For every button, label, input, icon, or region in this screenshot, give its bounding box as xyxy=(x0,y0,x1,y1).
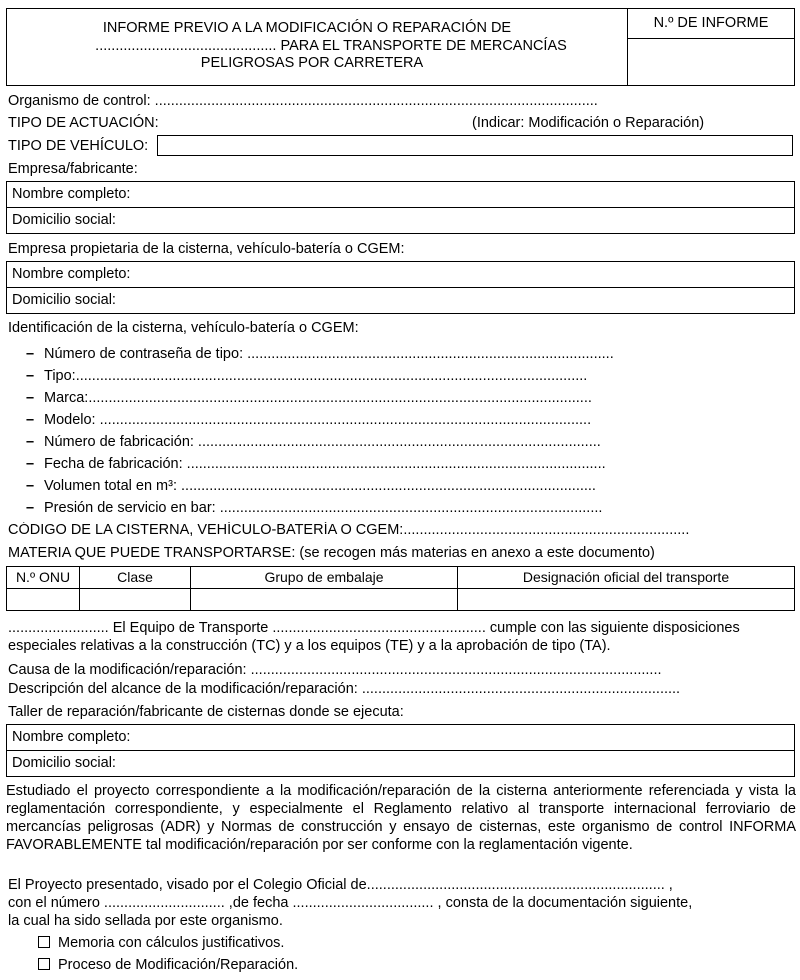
ident-item: – Fecha de fabricación: ........................................................................................................ xyxy=(26,456,606,472)
ident-item: – Número de fabricación: .................................................................................................... xyxy=(26,434,601,450)
organismo-field: Organismo de control: .............................................................................................................. xyxy=(8,93,598,109)
cell-grupo[interactable] xyxy=(191,589,458,611)
header-title-line1: INFORME PREVIO A LA MODIFICACIÓN O REPARACIÓN DE xyxy=(102,20,512,36)
header-title xyxy=(8,20,624,73)
proyecto-line3: la cual ha sido sellada por este organismo. xyxy=(8,913,283,929)
propietaria-domicilio-field[interactable]: Domicilio social: xyxy=(12,292,116,308)
tipo-actuacion-label: TIPO DE ACTUACIÓN: xyxy=(8,115,159,131)
col-onu: N.º ONU xyxy=(7,567,80,589)
equipo-line1: ......................... El Equipo de Transporte ..................................................... cumple con las siguiente disposiciones xyxy=(8,620,740,636)
ident-item: – Número de contraseña de tipo: ........................................................................................... xyxy=(26,346,614,362)
cell-clase[interactable] xyxy=(80,589,191,611)
checkbox-icon[interactable] xyxy=(38,958,50,970)
ident-item: – Volumen total en m³: ....................................................................................................... xyxy=(26,478,596,494)
col-designacion: Designación oficial del transporte xyxy=(458,567,795,589)
taller-nombre-field[interactable]: Nombre completo: xyxy=(12,729,131,745)
col-grupo: Grupo de embalaje xyxy=(191,567,458,589)
estudiado-paragraph: Estudiado el proyecto correspondiente a la modificación/reparación de la cisterna anteriormente referenciada y vista la reglamentación correspondiente, y especialmente el Reglamento relativo al transporte internacional ferroviario de mercancías peligrosas (ADR) y Normas de construcción y ensayo de cisternas, este organismo de control INFORMA FAVORABLEMENTE tal modificación/reparación por ser conforme con la reglamentación vigente. xyxy=(6,783,796,853)
cell-onu[interactable] xyxy=(7,589,80,611)
checkbox-icon[interactable] xyxy=(38,936,50,948)
proyecto-line1: El Proyecto presentado, visado por el Colegio Oficial de.......................................................................... , xyxy=(8,877,673,893)
report-no-label: N.º DE INFORME xyxy=(653,15,769,31)
checklist-item[interactable]: Proceso de Modificación/Reparación. xyxy=(38,957,298,975)
identificacion-label: Identificación de la cisterna, vehículo-batería o CGEM: xyxy=(8,320,359,336)
header-title-line2: ............................................. PARA EL TRANSPORTE DE MERCANCÍAS xyxy=(95,37,567,54)
propietaria-label: Empresa propietaria de la cisterna, vehículo-batería o CGEM: xyxy=(8,241,405,257)
header-title-line3: PELIGROSAS POR CARRETERA xyxy=(200,55,424,72)
tipo-vehiculo-label: TIPO DE VEHÍCULO: xyxy=(8,138,149,154)
empresa-label: Empresa/fabricante: xyxy=(8,161,138,177)
tipo-actuacion-hint: (Indicar: Modificación o Reparación) xyxy=(472,115,705,131)
codigo-cisterna: CÓDIGO DE LA CISTERNA, VEHÍCULO-BATERÍA O CGEM:....................................................................... xyxy=(8,522,690,538)
ident-item: – Modelo: .......................................................................................................................... xyxy=(26,412,592,428)
propietaria-divider xyxy=(6,287,795,288)
empresa-domicilio-field[interactable]: Domicilio social: xyxy=(12,212,116,228)
causa-field: Causa de la modificación/reparación: ...................................................................................................... xyxy=(8,662,662,678)
checklist-item[interactable]: Memoria con cálculos justificativos. xyxy=(38,935,284,953)
table-row[interactable] xyxy=(7,589,795,611)
empresa-nombre-field[interactable]: Nombre completo: xyxy=(12,186,131,202)
cell-designacion[interactable] xyxy=(458,589,795,611)
propietaria-nombre-field[interactable]: Nombre completo: xyxy=(12,266,131,282)
equipo-line2: especiales relativas a la construcción (TC) y a los equipos (TE) y a la aprobación de tipo (TA). xyxy=(8,638,611,654)
col-clase: Clase xyxy=(80,567,191,589)
tipo-vehiculo-input[interactable] xyxy=(157,135,793,156)
taller-divider xyxy=(6,750,795,751)
ident-item: – Marca:............................................................................................................................. xyxy=(26,390,592,406)
ident-item: – Presión de servicio en bar: ............................................................................................... xyxy=(26,500,603,516)
descripcion-field: Descripción del alcance de la modificación/reparación: ............................................................................... xyxy=(8,681,681,697)
table-header-row xyxy=(7,567,795,589)
report-no-divider xyxy=(627,38,795,39)
ident-item: – Tipo:............................................................................................................................... xyxy=(26,368,588,384)
proyecto-line2: con el número .............................. ,de fecha ................................... , consta de la documentación siguiente, xyxy=(8,895,693,911)
empresa-divider xyxy=(6,207,795,208)
materia-table xyxy=(6,566,795,611)
taller-label: Taller de reparación/fabricante de cisternas donde se ejecuta: xyxy=(8,704,404,720)
materia-label: MATERIA QUE PUEDE TRANSPORTARSE: (se recogen más materias en anexo a este documento) xyxy=(8,545,655,561)
taller-domicilio-field[interactable]: Domicilio social: xyxy=(12,755,116,771)
